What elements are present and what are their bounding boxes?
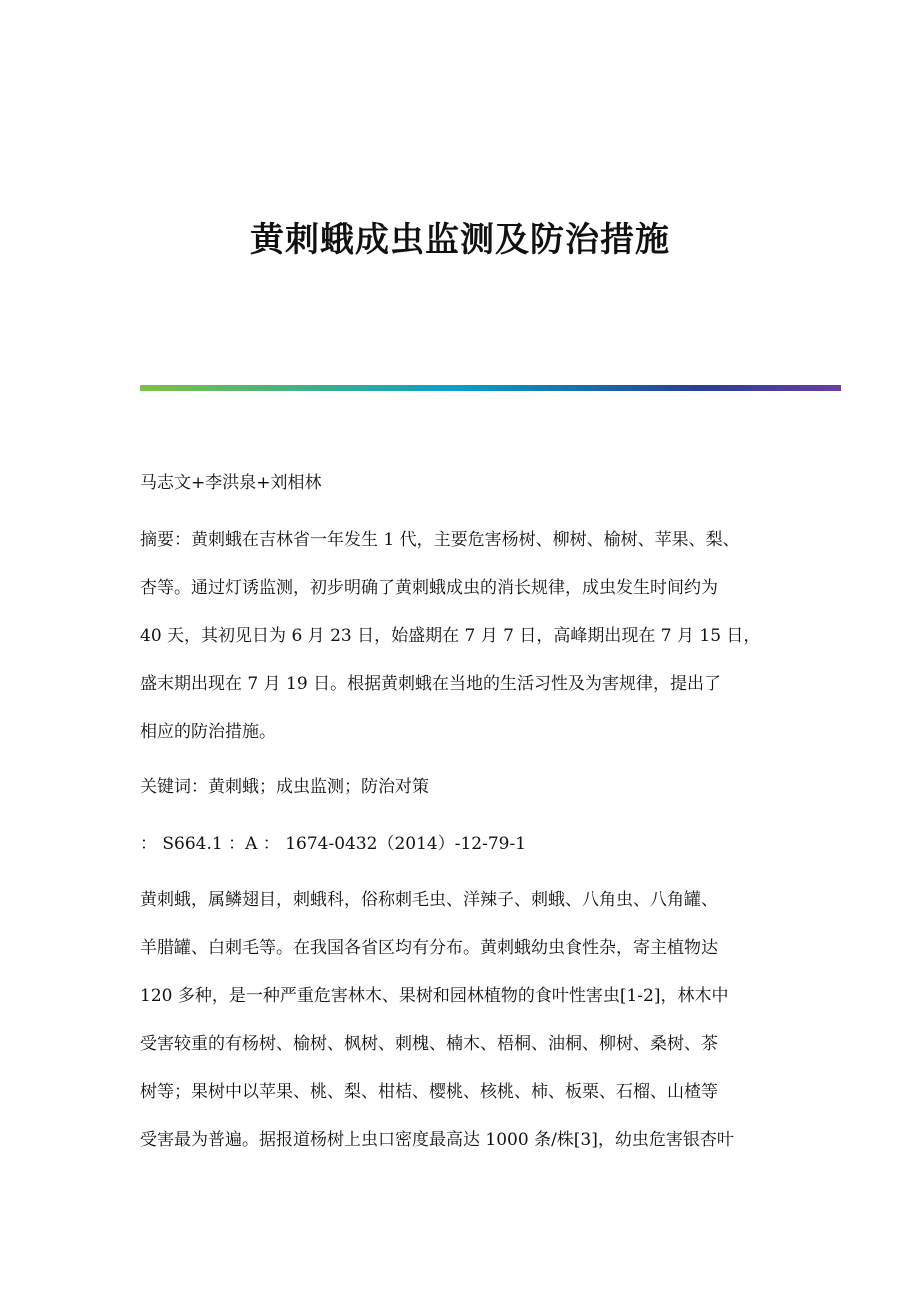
document-title: 黄刺蛾成虫监测及防治措施 xyxy=(250,220,670,260)
classification-info: ： S664.1 ：A ： 1674-0432（2014）-12-79-1 xyxy=(140,834,527,854)
title-divider xyxy=(140,385,841,391)
body-line-2: 羊腊罐、白刺毛等。在我国各省区均有分布。黄刺蛾幼虫食性杂，寄主植物达 xyxy=(140,938,718,958)
abstract-line-1: 摘要：黄刺蛾在吉林省一年发生 1 代，主要危害杨树、柳树、榆树、苹果、梨、 xyxy=(140,530,740,550)
abstract-line-3: 40 天，其初见日为 6 月 23 日，始盛期在 7 月 7 日，高峰期出现在 7 月 15 日， xyxy=(140,626,761,646)
body-line-3: 120 多种，是一种严重危害林木、果树和园林植物的食叶性害虫[1-2]，林木中 xyxy=(140,986,729,1006)
body-line-6: 受害最为普遍。据报道杨树上虫口密度最高达 1000 条/株[3]，幼虫危害银杏叶 xyxy=(140,1130,734,1150)
body-line-4: 受害较重的有杨树、榆树、枫树、刺槐、楠木、梧桐、油桐、柳树、桑树、茶 xyxy=(140,1034,718,1054)
keywords: 关键词：黄刺蛾；成虫监测；防治对策 xyxy=(140,777,429,797)
authors: 马志文+李洪泉+刘相林 xyxy=(140,473,322,493)
abstract-line-5: 相应的防治措施。 xyxy=(140,722,276,742)
abstract-line-2: 杏等。通过灯诱监测，初步明确了黄刺蛾成虫的消长规律，成虫发生时间约为 xyxy=(140,578,718,598)
body-line-1: 黄刺蛾，属鳞翅目，刺蛾科，俗称刺毛虫、洋辣子、刺蛾、八角虫、八角罐、 xyxy=(140,890,718,910)
body-line-5: 树等；果树中以苹果、桃、梨、柑桔、樱桃、核桃、柿、板栗、石榴、山楂等 xyxy=(140,1082,718,1102)
abstract-line-4: 盛末期出现在 7 月 19 日。根据黄刺蛾在当地的生活习性及为害规律，提出了 xyxy=(140,674,722,694)
